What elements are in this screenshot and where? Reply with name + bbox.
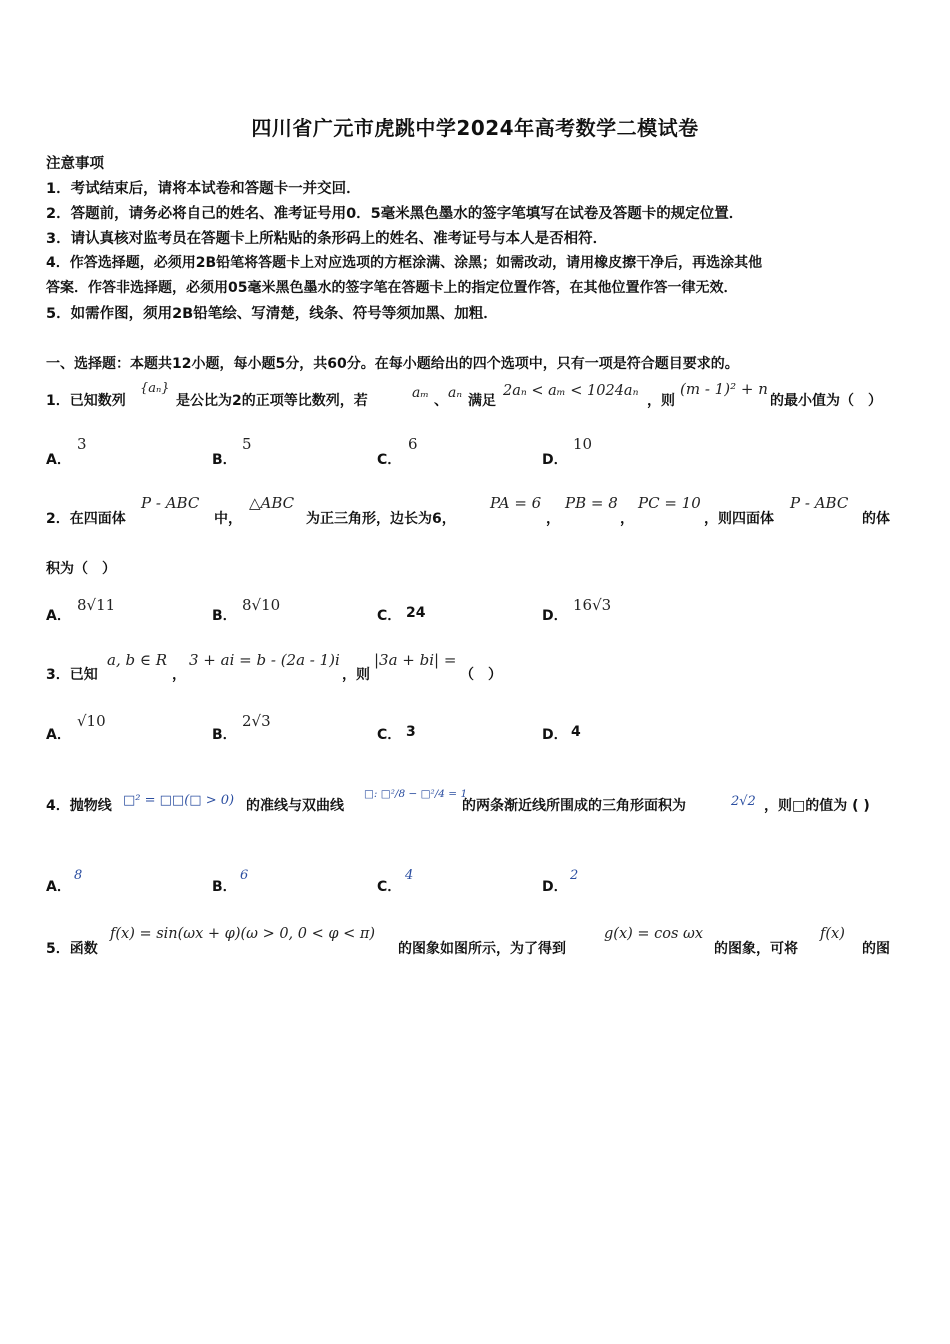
q2-text: ，	[620, 511, 634, 527]
q4-option-value: 2	[570, 868, 579, 883]
q5-math: g(x) = cos ωx	[604, 926, 704, 942]
q2-math: PA = 6	[490, 494, 542, 512]
q4-text: 的准线与双曲线	[246, 798, 344, 814]
q2-math: PC = 10	[638, 494, 701, 512]
q1-text: 、	[434, 393, 448, 409]
q1-option-label[interactable]: B．	[212, 452, 237, 468]
q2-option-value: 8√10	[242, 596, 281, 614]
q2-text: 中，	[214, 511, 242, 527]
q1-option-value: 10	[573, 435, 593, 453]
q2-option-value: 16√3	[573, 596, 612, 614]
q3-option-label[interactable]: D．	[542, 727, 568, 743]
q2-option-value: 24	[406, 605, 426, 621]
q1-option-value: 6	[408, 435, 418, 453]
page-title: 四川省广元市虎跳中学2024年高考数学二模试卷	[251, 116, 699, 140]
q4-option-label[interactable]: B．	[212, 879, 237, 895]
q4-option-label[interactable]: A．	[46, 879, 71, 895]
q3-option-label[interactable]: B．	[212, 727, 237, 743]
q1-option-value: 5	[242, 435, 252, 453]
q1-text: 是公比为2的正项等比数列，若	[176, 393, 368, 409]
q3-math: 3 + ai = b - (2a - 1)i	[189, 651, 340, 669]
q3-option-value: √10	[77, 712, 106, 730]
notice-item: 3．请认真核对监考员在答题卡上所粘贴的条形码上的姓名、准考证号与本人是否相符．	[46, 231, 608, 247]
notice-item: 答案．作答非选择题，必须用05毫米黑色墨水的签字笔在答题卡上的指定位置作答，在其他位置作答一律无效．	[46, 280, 738, 296]
q2-text: ，	[546, 511, 560, 527]
q3-text: ，则	[342, 667, 370, 683]
section-heading: 一、选择题：本题共12小题，每小题5分，共60分。在每小题给出的四个选项中，只有一项是符合题目要求的。	[46, 356, 739, 372]
q2-text: ，则四面体	[704, 511, 774, 527]
q1-option-label[interactable]: C．	[377, 452, 402, 468]
q1-text: ，则	[647, 393, 675, 409]
q4-option-label[interactable]: D．	[542, 879, 568, 895]
q3-text: 3．已知	[46, 667, 98, 683]
notice-item: 5．如需作图，须用2B铅笔绘、写清楚，线条、符号等须加黑、加粗．	[46, 306, 498, 322]
q2-text: 积为（ ）	[46, 561, 116, 577]
q5-text: 的图象如图所示，为了得到	[398, 941, 566, 957]
q1-math: {aₙ}	[140, 381, 170, 396]
q5-text: 的图象，可将	[714, 941, 798, 957]
notice-heading: 注意事项	[46, 156, 104, 172]
q2-math: P - ABC	[141, 494, 200, 512]
notice-item: 4．作答选择题，必须用2B铅笔将答题卡上对应选项的方框涂满、涂黑；如需改动，请用橡皮擦干净后，再选涂其他	[46, 255, 763, 271]
q3-text: （ ）	[460, 667, 502, 683]
q4-math: □: □²/8 − □²/4 = 1	[364, 788, 468, 800]
q3-math: a, b ∈ R	[107, 651, 168, 669]
q2-text: 为正三角形，边长为6，	[306, 511, 456, 527]
q4-text: ，则□的值为 ( )	[764, 798, 870, 814]
q4-option-value: 4	[405, 868, 414, 883]
q4-math: □² = □□(□ > 0)	[123, 793, 235, 808]
q4-text: 4．抛物线	[46, 798, 112, 814]
q5-text: 5．函数	[46, 941, 98, 957]
q5-text: 的图	[862, 941, 890, 957]
q3-option-value: 3	[406, 724, 416, 740]
q1-text: 满足	[468, 393, 496, 409]
q5-math: f(x) = sin(ωx + φ)(ω > 0, 0 < φ < π)	[110, 926, 376, 942]
q4-option-value: 6	[240, 868, 249, 883]
q1-math: aₘ	[412, 385, 429, 401]
q3-option-value: 2√3	[242, 712, 271, 730]
q3-math: |3a + bi| =	[374, 651, 457, 669]
q4-option-value: 8	[74, 868, 83, 883]
q3-option-label[interactable]: C．	[377, 727, 402, 743]
q2-option-label[interactable]: A．	[46, 608, 71, 624]
q1-text: 1．已知数列	[46, 393, 126, 409]
q1-option-value: 3	[77, 435, 87, 453]
q2-text: 2．在四面体	[46, 511, 126, 527]
q1-option-label[interactable]: A．	[46, 452, 71, 468]
q4-math: 2√2	[731, 794, 756, 809]
q2-option-label[interactable]: B．	[212, 608, 237, 624]
q2-option-label[interactable]: D．	[542, 608, 568, 624]
notice-item: 2．答题前，请务必将自己的姓名、准考证号用0．5毫米黑色墨水的签字笔填写在试卷及答题卡的规定位置．	[46, 206, 744, 222]
q3-option-label[interactable]: A．	[46, 727, 71, 743]
q2-option-value: 8√11	[77, 596, 116, 614]
notice-item: 1．考试结束后，请将本试卷和答题卡一并交回．	[46, 181, 361, 197]
q2-text: 的体	[862, 511, 890, 527]
q2-math: P - ABC	[790, 494, 849, 512]
q5-math: f(x)	[820, 926, 845, 942]
q2-math: PB = 8	[565, 494, 618, 512]
q2-option-label[interactable]: C．	[377, 608, 402, 624]
q1-math: aₙ	[448, 385, 463, 401]
q3-option-value: 4	[571, 724, 581, 740]
q1-text: 的最小值为（ ）	[770, 393, 882, 409]
q1-math: (m - 1)² + n	[680, 380, 768, 398]
q4-option-label[interactable]: C．	[377, 879, 402, 895]
q4-text: 的两条渐近线所围成的三角形面积为	[462, 798, 686, 814]
q3-text: ，	[172, 667, 186, 683]
q2-math: △ABC	[249, 494, 295, 512]
q1-option-label[interactable]: D．	[542, 452, 568, 468]
q1-math: 2aₙ < aₘ < 1024aₙ	[503, 383, 639, 399]
